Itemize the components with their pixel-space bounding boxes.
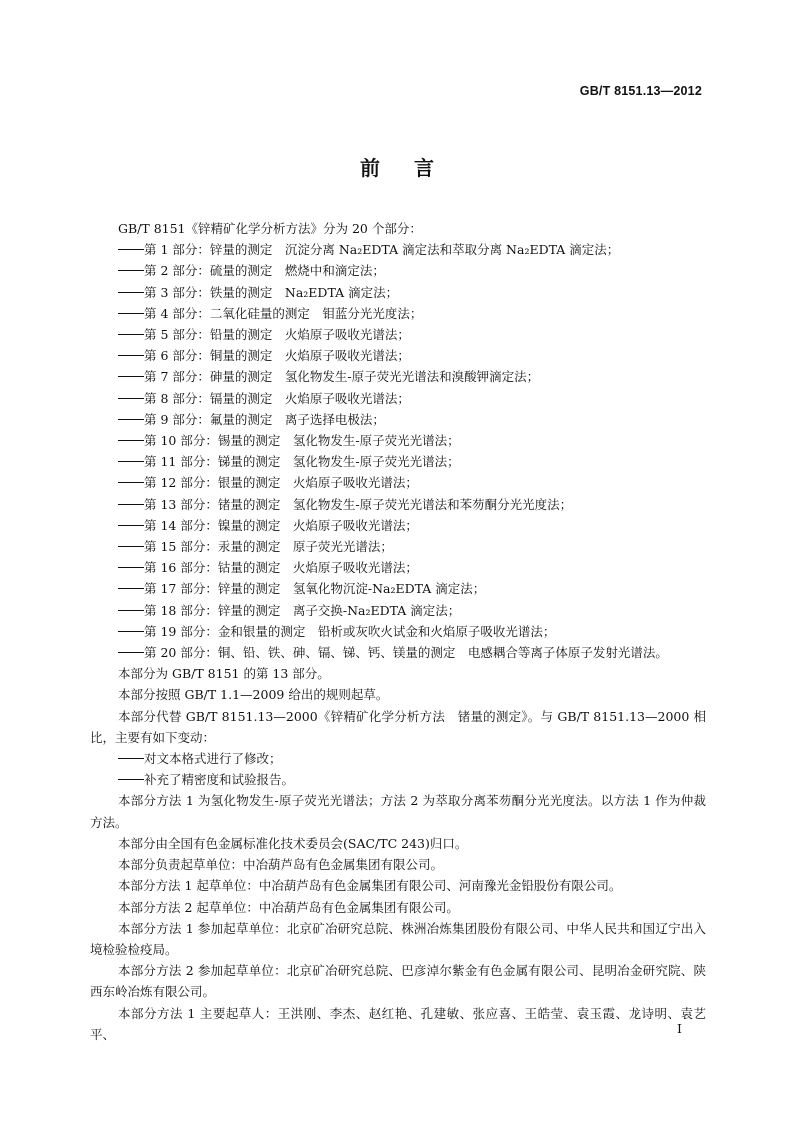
attribution-paragraph: 本部分由全国有色金属标准化技术委员会(SAC/TC 243)归口。	[118, 835, 468, 851]
replacement-paragraph: 本部分代替 GB/T 8151.13—2000《锌精矿化学分析方法 锗量的测定》。与 GB/T 8151.13—2000 相比，主要有如下变动：	[90, 708, 706, 745]
em-dash	[118, 567, 144, 568]
method1-drafters-paragraph: 本部分方法 1 主要起草人：王洪刚、李杰、赵红艳、孔建敏、张应喜、王皓莹、袁玉霞、龙诗明、袁艺平、	[90, 1005, 706, 1042]
list-item: 第 7 部分：砷量的测定 氢化物发生-原子荧光光谱法和溴酸钾滴定法；	[90, 366, 706, 387]
document-body	[90, 218, 706, 1045]
em-dash	[118, 292, 144, 293]
list-item: 第 10 部分：锡量的测定 氢化物发生-原子荧光光谱法；	[90, 430, 706, 451]
em-dash	[118, 419, 144, 420]
list-item: 第 4 部分：二氧化硅量的测定 钼蓝分光光度法；	[90, 303, 706, 324]
list-item: 第 11 部分：锑量的测定 氢化物发生-原子荧光光谱法；	[90, 451, 706, 472]
parts-list	[90, 239, 706, 663]
list-item: 第 9 部分：氟量的测定 离子选择电极法；	[90, 409, 706, 430]
list-item: 第 2 部分：硫量的测定 燃烧中和滴定法；	[90, 260, 706, 281]
part-number-paragraph: 本部分为 GB/T 8151 的第 13 部分。	[118, 666, 330, 682]
method2-drafting-units-paragraph: 本部分方法 2 起草单位：中冶葫芦岛有色金属集团有限公司。	[118, 899, 459, 915]
em-dash	[118, 652, 144, 653]
page-number: I	[677, 1021, 682, 1036]
em-dash	[118, 440, 144, 441]
list-item: 第 1 部分：锌量的测定 沉淀分离 Na₂EDTA 滴定法和萃取分离 Na₂EDTA 滴定法；	[90, 239, 706, 260]
method1-participating-units-paragraph: 本部分方法 1 参加起草单位：北京矿冶研究总院、株洲冶炼集团股份有限公司、中华人民共和国辽宁出入境检验检疫局。	[90, 920, 706, 957]
list-item: 第 13 部分：锗量的测定 氢化物发生-原子荧光光谱法和苯芴酮分光光度法；	[90, 494, 706, 515]
list-item: 补充了精密度和试验报告。	[90, 769, 706, 790]
intro-paragraph: GB/T 8151《锌精矿化学分析方法》分为 20 个部分：	[118, 221, 422, 236]
list-item: 对文本格式进行了修改；	[90, 748, 706, 769]
em-dash	[118, 355, 144, 356]
em-dash	[118, 376, 144, 377]
method2-participating-units-paragraph: 本部分方法 2 参加起草单位：北京矿冶研究总院、巴彦淖尔紫金有色金属有限公司、昆明冶金研究院、陕西东岭冶炼有限公司。	[90, 963, 706, 1000]
em-dash	[118, 588, 144, 589]
drafting-rules-paragraph: 本部分按照 GB/T 1.1—2009 给出的规则起草。	[118, 687, 389, 703]
list-item: 第 16 部分：钴量的测定 火焰原子吸收光谱法；	[90, 557, 706, 578]
em-dash	[118, 461, 144, 462]
responsible-unit-paragraph: 本部分负责起草单位：中冶葫芦岛有色金属集团有限公司。	[118, 857, 444, 873]
list-item: 第 19 部分：金和银量的测定 铅析或灰吹火试金和火焰原子吸收光谱法；	[90, 621, 706, 642]
em-dash	[118, 779, 144, 780]
list-item: 第 15 部分：汞量的测定 原子荧光光谱法；	[90, 536, 706, 557]
list-item: 第 3 部分：铁量的测定 Na₂EDTA 滴定法；	[90, 282, 706, 303]
em-dash	[118, 546, 144, 547]
em-dash	[118, 525, 144, 526]
em-dash	[118, 631, 144, 632]
em-dash	[118, 504, 144, 505]
list-item: 第 5 部分：铅量的测定 火焰原子吸收光谱法；	[90, 324, 706, 345]
page-title: 前言	[360, 156, 468, 180]
list-item: 第 8 部分：镉量的测定 火焰原子吸收光谱法；	[90, 388, 706, 409]
changes-list	[90, 748, 706, 790]
list-item: 第 12 部分：银量的测定 火焰原子吸收光谱法；	[90, 472, 706, 493]
em-dash	[118, 758, 144, 759]
list-item: 第 6 部分：铜量的测定 火焰原子吸收光谱法；	[90, 345, 706, 366]
methods-paragraph: 本部分方法 1 为氢化物发生-原子荧光光谱法；方法 2 为萃取分离苯芴酮分光光度法。以方法 1 作为仲裁方法。	[90, 793, 706, 830]
method1-drafting-units-paragraph: 本部分方法 1 起草单位：中冶葫芦岛有色金属集团有限公司、河南豫光金铅股份有限公司。	[118, 878, 622, 894]
list-item: 第 18 部分：锌量的测定 离子交换-Na₂EDTA 滴定法；	[90, 600, 706, 621]
em-dash	[118, 482, 144, 483]
em-dash	[118, 334, 144, 335]
em-dash	[118, 270, 144, 271]
em-dash	[118, 313, 144, 314]
standard-number: GB/T 8151.13—2012	[579, 84, 702, 98]
em-dash	[118, 398, 144, 399]
em-dash	[118, 610, 144, 611]
em-dash	[118, 249, 144, 250]
list-item: 第 17 部分：锌量的测定 氢氧化物沉淀-Na₂EDTA 滴定法；	[90, 578, 706, 599]
list-item: 第 14 部分：镍量的测定 火焰原子吸收光谱法；	[90, 515, 706, 536]
list-item: 第 20 部分：铜、铅、铁、砷、镉、锑、钙、镁量的测定 电感耦合等离子体原子发射光谱法。	[90, 642, 706, 663]
